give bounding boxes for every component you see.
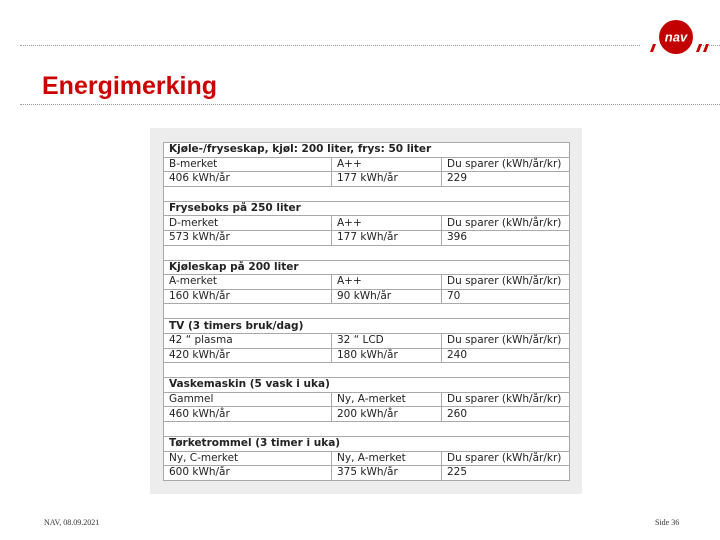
section-header: Fryseboks på 250 liter bbox=[164, 201, 570, 216]
section-header-row bbox=[164, 260, 570, 275]
old-appliance-cell: Gammel bbox=[164, 392, 332, 407]
table-row bbox=[164, 333, 570, 348]
old-consumption-cell: 573 kWh/år bbox=[164, 230, 332, 245]
section-header-row bbox=[164, 143, 570, 158]
new-appliance-cell: A++ bbox=[332, 157, 442, 172]
page-title: Energimerking bbox=[42, 72, 218, 100]
spacer-row bbox=[164, 421, 570, 436]
section-header-row bbox=[164, 378, 570, 393]
new-consumption-cell: 200 kWh/år bbox=[332, 407, 442, 422]
savings-label-cell: Du sparer (kWh/år/kr) bbox=[442, 392, 570, 407]
old-appliance-cell: D-merket bbox=[164, 216, 332, 231]
table-row bbox=[164, 157, 570, 172]
table-row bbox=[164, 230, 570, 245]
section-header-row bbox=[164, 436, 570, 451]
old-consumption-cell: 406 kWh/år bbox=[164, 172, 332, 187]
table-row bbox=[164, 275, 570, 290]
new-appliance-cell: Ny, A-merket bbox=[332, 392, 442, 407]
spacer-row bbox=[164, 304, 570, 319]
old-appliance-cell: A-merket bbox=[164, 275, 332, 290]
savings-label-cell: Du sparer (kWh/år/kr) bbox=[442, 216, 570, 231]
table-row bbox=[164, 289, 570, 304]
section-header: Kjøle-/fryseskap, kjøl: 200 liter, frys: 50 liter bbox=[164, 143, 570, 158]
savings-label-cell: Du sparer (kWh/år/kr) bbox=[442, 157, 570, 172]
new-appliance-cell: A++ bbox=[332, 216, 442, 231]
spacer-cell bbox=[164, 363, 570, 378]
savings-value-cell: 229 bbox=[442, 172, 570, 187]
section-header: TV (3 timers bruk/dag) bbox=[164, 319, 570, 334]
table-row bbox=[164, 348, 570, 363]
logo-text: nav bbox=[664, 29, 688, 45]
new-consumption-cell: 177 kWh/år bbox=[332, 172, 442, 187]
spacer-cell bbox=[164, 245, 570, 260]
section-header-row bbox=[164, 201, 570, 216]
old-consumption-cell: 420 kWh/år bbox=[164, 348, 332, 363]
spacer-cell bbox=[164, 186, 570, 201]
new-appliance-cell: Ny, A-merket bbox=[332, 451, 442, 466]
spacer-cell bbox=[164, 421, 570, 436]
savings-label-cell: Du sparer (kWh/år/kr) bbox=[442, 275, 570, 290]
energy-label-table bbox=[163, 142, 570, 481]
section-header: Vaskemaskin (5 vask i uka) bbox=[164, 378, 570, 393]
spacer-row bbox=[164, 363, 570, 378]
spacer-row bbox=[164, 245, 570, 260]
spacer-row bbox=[164, 186, 570, 201]
savings-value-cell: 396 bbox=[442, 230, 570, 245]
savings-label-cell: Du sparer (kWh/år/kr) bbox=[442, 333, 570, 348]
table-row bbox=[164, 172, 570, 187]
section-header: Kjøleskap på 200 liter bbox=[164, 260, 570, 275]
savings-value-cell: 240 bbox=[442, 348, 570, 363]
new-consumption-cell: 177 kWh/år bbox=[332, 230, 442, 245]
savings-value-cell: 70 bbox=[442, 289, 570, 304]
old-appliance-cell: B-merket bbox=[164, 157, 332, 172]
section-header: Tørketrommel (3 timer i uka) bbox=[164, 436, 570, 451]
savings-label-cell: Du sparer (kWh/år/kr) bbox=[442, 451, 570, 466]
table-row bbox=[164, 407, 570, 422]
spacer-cell bbox=[164, 304, 570, 319]
new-appliance-cell: A++ bbox=[332, 275, 442, 290]
section-header-row bbox=[164, 319, 570, 334]
new-consumption-cell: 375 kWh/år bbox=[332, 466, 442, 481]
table-row bbox=[164, 216, 570, 231]
new-consumption-cell: 90 kWh/år bbox=[332, 289, 442, 304]
title-divider bbox=[20, 104, 720, 105]
old-appliance-cell: Ny, C-merket bbox=[164, 451, 332, 466]
new-consumption-cell: 180 kWh/år bbox=[332, 348, 442, 363]
savings-value-cell: 225 bbox=[442, 466, 570, 481]
table-row bbox=[164, 451, 570, 466]
nav-logo bbox=[646, 18, 716, 56]
old-consumption-cell: 600 kWh/år bbox=[164, 466, 332, 481]
old-consumption-cell: 160 kWh/år bbox=[164, 289, 332, 304]
new-appliance-cell: 32 “ LCD bbox=[332, 333, 442, 348]
savings-value-cell: 260 bbox=[442, 407, 570, 422]
footer-page-number: Side 36 bbox=[655, 518, 680, 527]
footer-date: NAV, 08.09.2021 bbox=[44, 518, 100, 527]
old-consumption-cell: 460 kWh/år bbox=[164, 407, 332, 422]
old-appliance-cell: 42 “ plasma bbox=[164, 333, 332, 348]
top-divider bbox=[20, 45, 640, 46]
table-row bbox=[164, 466, 570, 481]
table-row bbox=[164, 392, 570, 407]
